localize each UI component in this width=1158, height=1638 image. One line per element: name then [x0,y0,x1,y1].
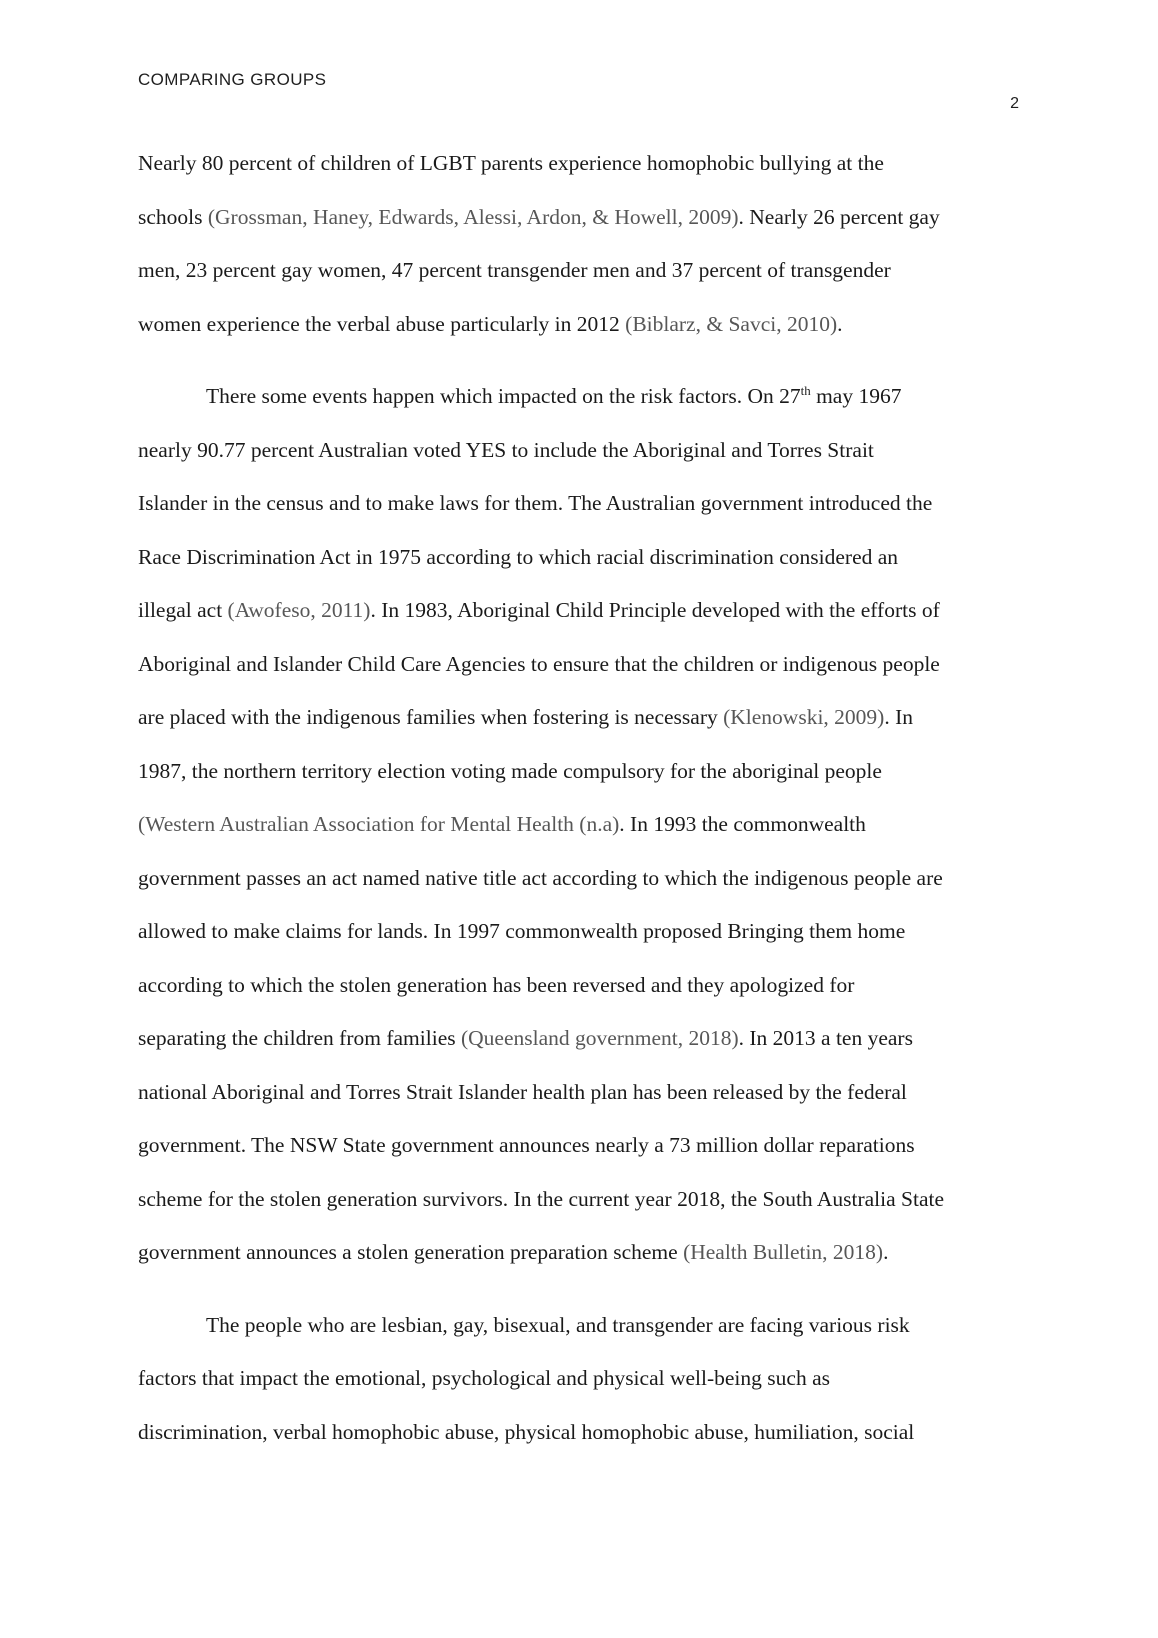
body-text: Islander in the census and to make laws for them. The Australian government introduced the [138,491,933,515]
body-text: illegal act [138,598,228,622]
text-line [138,1299,1038,1353]
text-line [138,798,1038,852]
paragraph [138,1299,1038,1460]
body-text: women experience the verbal abuse particularly in 2012 [138,311,626,336]
text-line [138,1352,1038,1406]
body-text: according to which the stolen generation has been reversed and they apologized for [138,972,855,997]
text-line [138,1226,1038,1280]
text-line [138,905,1038,959]
citation: (Klenowski, 2009) [723,705,885,729]
body-text: . In 2013 a ten years [738,1026,913,1050]
body-text: government passes an act named native title act according to which the indigenous people are [138,865,943,890]
text-line [138,424,1038,478]
superscript: th [800,383,811,398]
body-text: separating the children from families [138,1026,461,1050]
text-line [138,584,1038,638]
text-line [138,638,1038,692]
body-text: may 1967 [810,384,902,408]
paragraph [138,137,1038,351]
body-text: government. The NSW State government announces nearly a 73 million dollar reparations [138,1133,915,1157]
text-line [138,691,1038,745]
text-line [138,745,1038,799]
body-text: There some events happen which impacted on the risk factors. On 27 [206,384,801,408]
body-text: . [883,1240,889,1264]
text-line [138,370,1038,424]
body-text: . In [884,705,914,729]
body-text: The people who are lesbian, gay, bisexual, and transgender are facing various risk [206,1312,910,1337]
body-text: Aboriginal and Islander Child Care Agencies to ensure that the children or indigenous people [138,651,940,676]
body-text: schools [138,204,208,229]
body-text: are placed with the indigenous families when fostering is necessary [138,705,724,729]
text-line [138,137,1038,191]
body-text: allowed to make claims for lands. In 1997 commonwealth proposed Bringing them home [138,919,906,943]
body-text: government announces a stolen generation preparation scheme [138,1240,684,1264]
body-text: scheme for the stolen generation survivors. In the current year 2018, the South Australia State [138,1186,945,1211]
text-line [138,298,1038,352]
citation: (Western Australian Association for Mental Health (n.a) [138,812,620,836]
citation: (Queensland government, 2018) [460,1026,739,1050]
citation: (Health Bulletin, 2018) [683,1240,884,1264]
page-number: 2 [1010,95,1019,112]
text-line [138,959,1038,1013]
body-text: . In 1983, Aboriginal Child Principle developed with the efforts of [370,598,940,622]
citation: (Grossman, Haney, Edwards, Alessi, Ardon, & Howell, 2009) [207,204,739,229]
body-text: factors that impact the emotional, psychological and physical well-being such as [138,1366,830,1390]
text-line [138,477,1038,531]
body-text: men, 23 percent gay women, 47 percent transgender men and 37 percent of transgender [138,258,891,282]
citation: (Biblarz, & Savci, 2010) [625,311,838,336]
text-line [138,1173,1038,1227]
body-text: . In 1993 the commonwealth [619,812,866,836]
text-line [138,1066,1038,1120]
text-line [138,244,1038,298]
body-text: national Aboriginal and Torres Strait Islander health plan has been released by the federal [138,1079,907,1104]
body-text: discrimination, verbal homophobic abuse, physical homophobic abuse, humiliation, social [138,1419,915,1444]
body-text: . Nearly 26 percent gay [738,204,940,229]
body-text: Nearly 80 percent of children of LGBT parents experience homophobic bullying at the [138,151,884,175]
running-head: COMPARING GROUPS [138,70,327,89]
text-line [138,531,1038,585]
text-line [138,1012,1038,1066]
text-line [138,1406,1038,1460]
text-line [138,1119,1038,1173]
body-text: 1987, the northern territory election voting made compulsory for the aboriginal people [138,758,882,783]
text-line [138,852,1038,906]
document-body [138,137,1038,1478]
body-text: nearly 90.77 percent Australian voted YES to include the Aboriginal and Torres Strait [138,437,874,462]
citation: (Awofeso, 2011) [227,598,371,622]
body-text: . [837,311,843,336]
text-line [138,191,1038,245]
body-text: Race Discrimination Act in 1975 according to which racial discrimination considered an [138,544,899,569]
paragraph [138,370,1038,1280]
